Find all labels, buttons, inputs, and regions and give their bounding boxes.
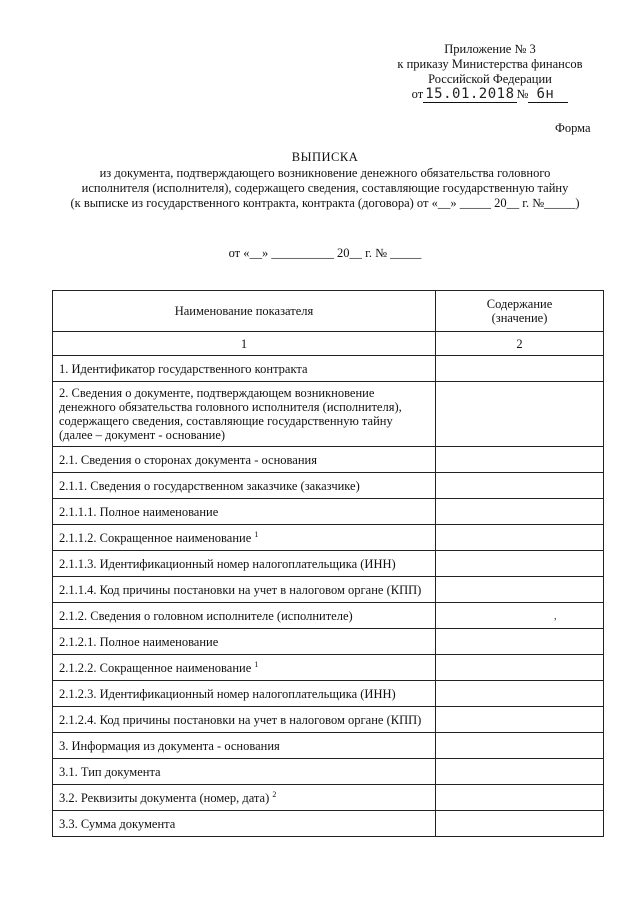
row-value <box>436 811 604 837</box>
row-value <box>436 655 604 681</box>
table-row <box>53 785 604 811</box>
table-row <box>53 759 604 785</box>
table-row <box>53 603 604 629</box>
appendix-line-2: к приказу Министерства финансов <box>397 57 583 71</box>
subtitle-line-1: из документа, подтверждающего возникновение денежного обязательства головного <box>99 166 551 180</box>
header-content-line-2: (значение) <box>491 311 548 325</box>
row-value <box>436 382 604 447</box>
appendix-header <box>380 42 600 102</box>
row-value <box>436 356 604 382</box>
row-label: 3.1. Тип документа <box>53 759 436 785</box>
row-label: 3. Информация из документа - основания <box>53 733 436 759</box>
order-date: 15.01.2018 <box>425 86 515 102</box>
row-label <box>53 655 436 681</box>
column-number-1: 1 <box>53 332 436 356</box>
table-row <box>53 525 604 551</box>
table-row <box>53 382 604 447</box>
table-row <box>53 707 604 733</box>
title-block <box>40 150 610 211</box>
indicators-table <box>52 290 604 837</box>
row-label-text: 2.1.1.2. Сокращенное наименование <box>59 530 252 545</box>
row-value <box>436 525 604 551</box>
header-indicator-name: Наименование показателя <box>53 291 436 332</box>
row-value <box>436 785 604 811</box>
row-label: 2.1.2. Сведения о головном исполнителе (исполнителе) <box>53 603 436 629</box>
header-content-value <box>436 291 604 332</box>
row-label: 2.1.1.4. Код причины постановки на учет в налоговом органе (КПП) <box>53 577 436 603</box>
table-header-row <box>53 291 604 332</box>
footnote-mark: 1 <box>254 659 259 669</box>
table-row <box>53 577 604 603</box>
row-label: 2.1.2.4. Код причины постановки на учет в налоговом органе (КПП) <box>53 707 436 733</box>
row-value <box>436 603 604 629</box>
footnote-mark: 1 <box>254 529 259 539</box>
column-number-2: 2 <box>436 332 604 356</box>
table-row <box>53 551 604 577</box>
row-value <box>436 551 604 577</box>
appendix-line-1: Приложение № 3 <box>444 42 536 56</box>
row-value <box>436 629 604 655</box>
table-row <box>53 499 604 525</box>
header-content-line-1: Содержание <box>486 297 553 311</box>
appendix-date-line <box>380 87 600 102</box>
extract-date-line: от «__» __________ 20__ г. № _____ <box>228 246 422 260</box>
row-label <box>53 785 436 811</box>
table-number-row <box>53 332 604 356</box>
table-row <box>53 447 604 473</box>
subtitle-line-3: (к выписке из государственного контракта, контракта (договора) от «__» _____ 20__ г. №_____) <box>70 196 580 210</box>
table-row <box>53 811 604 837</box>
document-title: ВЫПИСКА <box>291 150 359 164</box>
row-value <box>436 447 604 473</box>
table-row <box>53 733 604 759</box>
subtitle-line-2: исполнителя (исполнителя), содержащего сведения, составляющие государственную тайну <box>81 181 569 195</box>
table-row <box>53 655 604 681</box>
row-value <box>436 577 604 603</box>
row-label: 2. Сведения о документе, подтверждающем возникновение денежного обязательства головного исполнителя (исполнителя), содержащего сведения, составляющие государственную тайну (далее – документ - основание) <box>53 382 436 447</box>
row-label <box>53 525 436 551</box>
row-value <box>436 707 604 733</box>
row-label-text: 3.2. Реквизиты документа (номер, дата) <box>59 790 270 805</box>
row-value <box>436 473 604 499</box>
table-row <box>53 629 604 655</box>
table-row <box>53 473 604 499</box>
table-row <box>53 681 604 707</box>
row-label-text: 2.1.2.2. Сокращенное наименование <box>59 660 252 675</box>
table-row <box>53 356 604 382</box>
row-label: 2.1.2.1. Полное наименование <box>53 629 436 655</box>
order-number: 6н <box>528 86 568 103</box>
number-prefix: № <box>516 87 529 101</box>
row-label: 2.1. Сведения о сторонах документа - основания <box>53 447 436 473</box>
row-value <box>436 759 604 785</box>
date-prefix: от <box>411 87 424 101</box>
row-label: 2.1.1.3. Идентификационный номер налогоплательщика (ИНН) <box>53 551 436 577</box>
row-value <box>436 499 604 525</box>
footnote-mark: 2 <box>272 789 277 799</box>
row-label: 1. Идентификатор государственного контракта <box>53 356 436 382</box>
appendix-line-3: Российской Федерации <box>428 72 552 86</box>
row-label: 2.1.1. Сведения о государственном заказчике (заказчике) <box>53 473 436 499</box>
row-value <box>436 733 604 759</box>
stray-mark: , <box>554 610 557 622</box>
row-label: 2.1.2.3. Идентификационный номер налогоплательщика (ИНН) <box>53 681 436 707</box>
form-label: Форма <box>555 121 591 135</box>
row-label: 2.1.1.1. Полное наименование <box>53 499 436 525</box>
row-label: 3.3. Сумма документа <box>53 811 436 837</box>
row-value <box>436 681 604 707</box>
